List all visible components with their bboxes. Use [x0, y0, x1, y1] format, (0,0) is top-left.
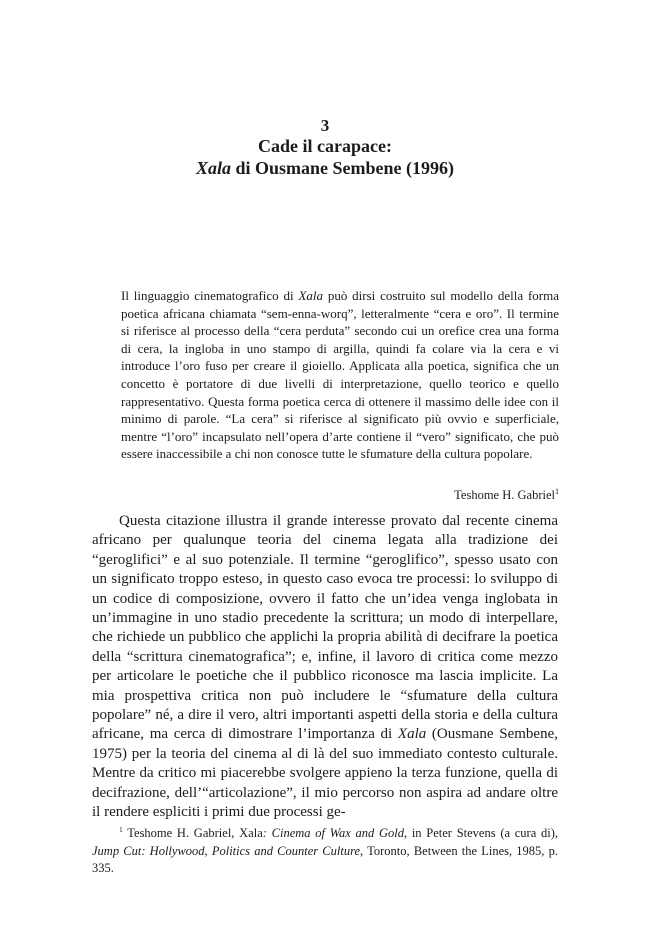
- body-text: [92, 512, 558, 823]
- body-text-rest: (Ousmane Sembene, 1975) per la teoria del cinema al di là del suo immediato contesto culturale. Mentre da critico mi piacerebbe svolgere appieno la terza funzione, quella di decifrazione, dell’“articolazione”, il mio percorso non aspira ad andare oltre il rendere espliciti i primi due processi ge-: [92, 726, 558, 821]
- epigraph-attribution: [121, 487, 559, 503]
- epigraph-text-rest: può dirsi costruito sul modello della forma poetica africana chiamata “sem-enna-worq”, letteralmente “cera e oro”. Il termine si riferisce al processo della “cera perduta” secondo cui un orefice crea una forma di cera, la ingloba in uno stampo di argilla, quindi fa colare via la cera e vi introduce l’oro fuso per creare il gioiello. Applicata alla poetica, significa che un concetto è portatore di due livelli di interpretazione, quello teorico e quello rappresentativo. Questa forma poetica cerca di ottenere il massimo delle idee con il minimo di parole. “La cera” si riferisce al significato più ovvio e superficiale, mentre “l’oro” incapsulato nell’opera d’arte contiene il “vero” significato, che può essere inaccessibile a chi non conosce tutte le sfumature della cultura popolare.: [121, 288, 559, 462]
- footnote: [92, 825, 558, 878]
- footnote-text-middle: , in Peter Stevens (a cura di),: [403, 826, 559, 840]
- epigraph-film-title: Xala: [298, 288, 323, 303]
- footnote-author: Teshome H. Gabriel, Xala: [122, 826, 263, 840]
- chapter-subtitle-rest: di Ousmane Sembene (1996): [231, 158, 455, 178]
- film-title-italic: Xala: [195, 158, 231, 178]
- footnote-article-title: : Cinema of Wax and Gold: [262, 826, 404, 840]
- footnote-number: 1: [119, 824, 123, 834]
- footnote-reference[interactable]: 1: [555, 486, 559, 496]
- footnote-text-end: , Toronto, Between the Lines, 1985, p. 335.: [92, 843, 558, 875]
- body-text-start: Questa citazione illustra il grande interesse provato dal recente cinema africano per qualunque teoria del cinema legata alla tradizione dei “geroglifici” e al suo potenziale. Il termine “geroglifico”, spesso usato con un significato troppo esteso, in questo caso evoca tre processi: lo sviluppo di un codice di composizione, ovvero il fatto che un’idea venga inglobata in un’immagine in uno stadio precedente la scrittura; un modo di interpellare, che richiede un pubblico che applichi la propria abilità di decifrare la poetica della “scrittura cinematografica”; e, infine, il lavoro di critica come mezzo per articolare le poetiche che il pubblico riconosce ma lascia implicite. La mia prospettiva critica non può includere le “sfumature della cultura popolare” né, a dire il vero, altri importanti aspetti della storia e della cultura africane, ma cerca di dimostrare l’importanza di: [92, 513, 558, 743]
- epigraph-text-start: Il linguaggio cinematografico di: [121, 288, 299, 303]
- body-paragraph: [92, 512, 558, 823]
- chapter-subtitle: [0, 157, 650, 179]
- epigraph-author: Teshome H. Gabriel: [454, 488, 555, 502]
- chapter-heading: [0, 116, 650, 179]
- footnote-paragraph: [92, 825, 558, 878]
- chapter-title: Cade il carapace:: [258, 136, 392, 156]
- footnote-book-title: Jump Cut: Hollywood, Politics and Counter Culture: [92, 843, 361, 858]
- chapter-number: 3: [320, 116, 330, 135]
- body-film-title: Xala: [397, 726, 427, 743]
- epigraph-quote: [121, 287, 559, 463]
